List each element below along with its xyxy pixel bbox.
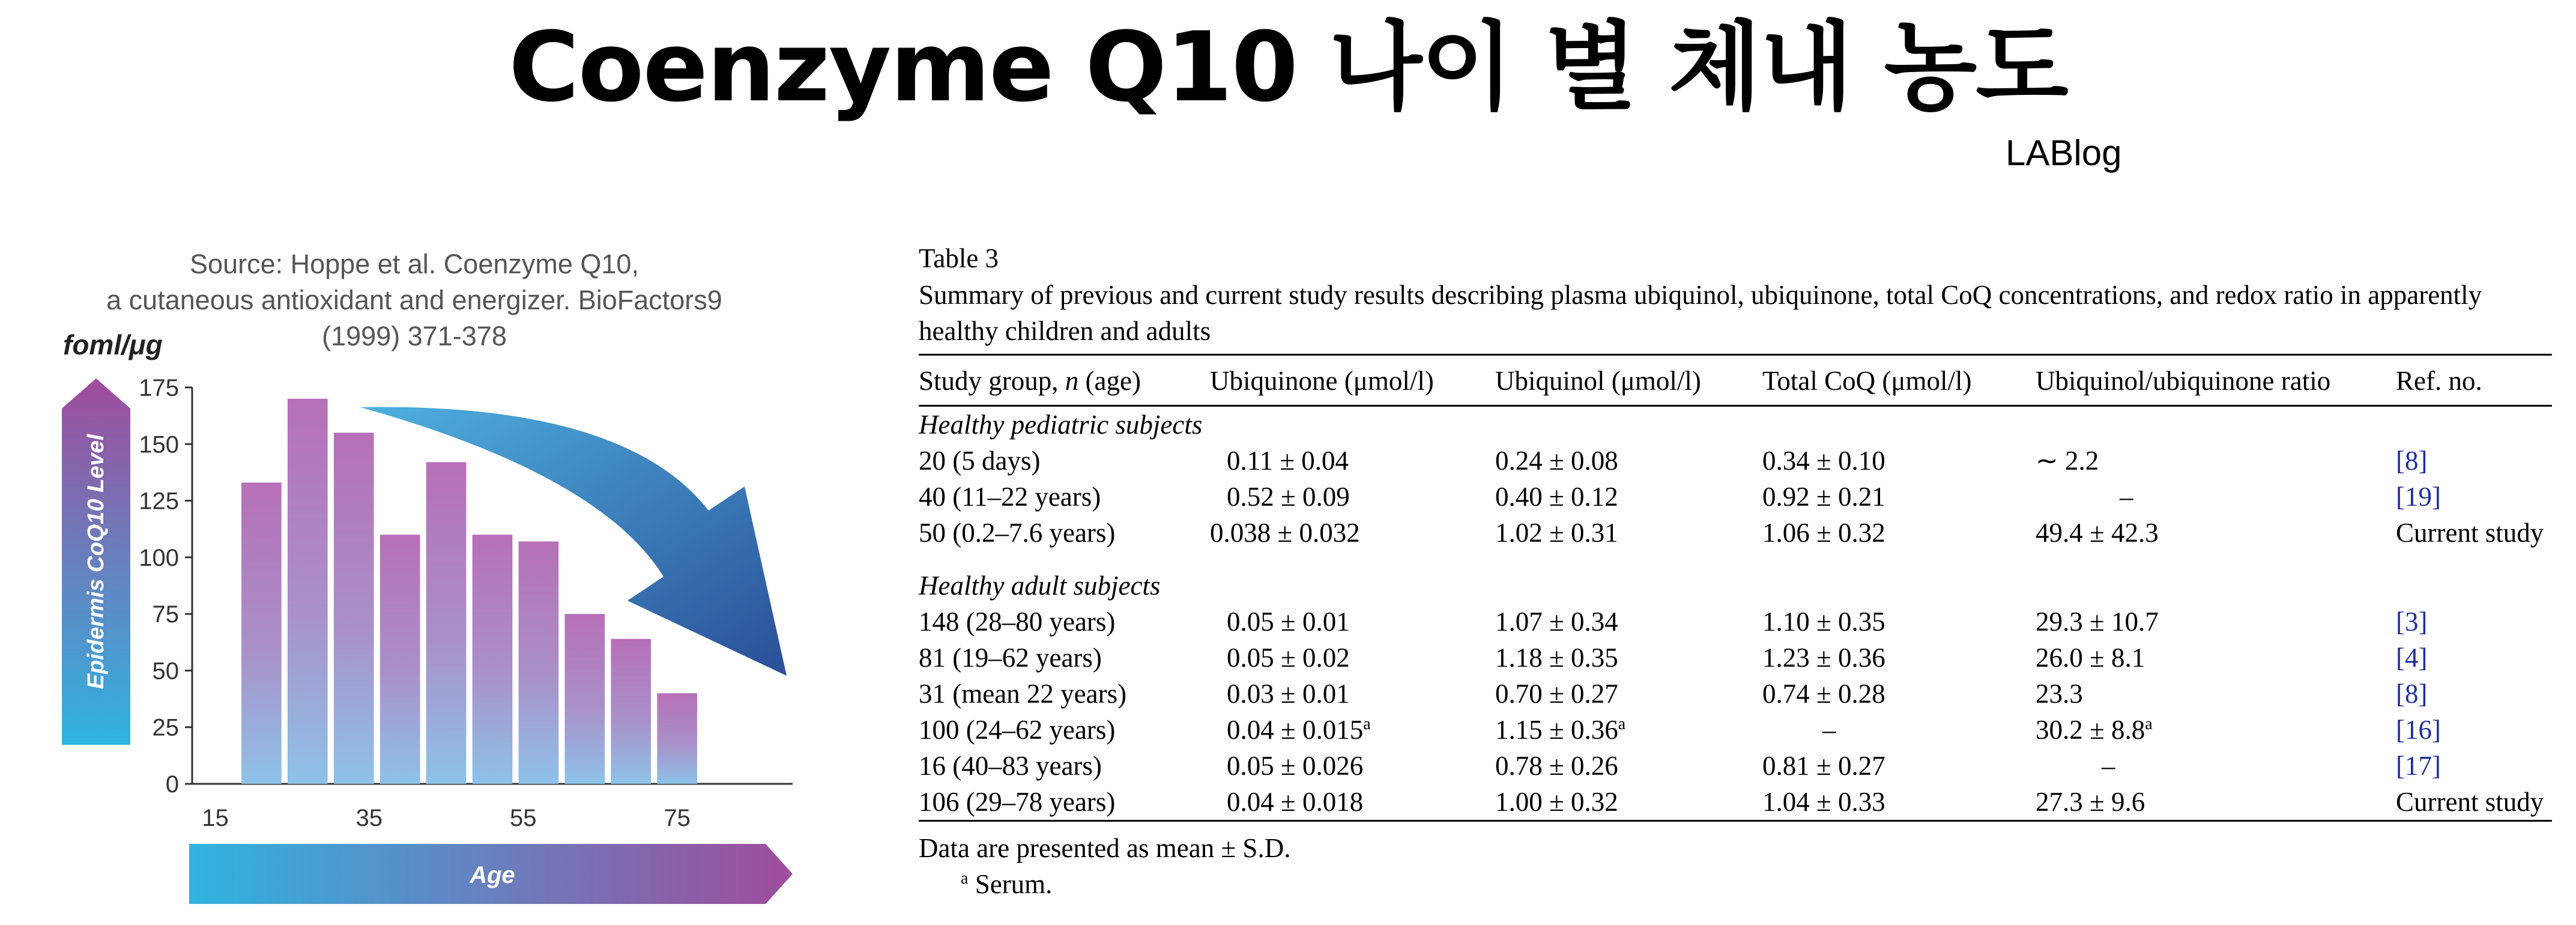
cell-ratio: 29.3 ± 10.7 [2036,607,2159,637]
table-caption: Summary of previous and current study results describing plasma ubiquinol, ubiquinone, total CoQ concentrations, and redox ratio in apparently healthy children and adults [919,280,2482,346]
cell-ubiquinone: 0.11 ± 0.04 [1227,446,1349,476]
cell-ref-link[interactable]: [4] [2396,643,2428,673]
cell-total: 0.34 ± 0.10 [1762,446,1885,476]
y-tick-label-100: 100 [139,544,179,571]
unit-label: foml/μg [63,329,163,360]
y-tick-label-50: 50 [152,658,179,685]
cell-group: 50 (0.2–7.6 years) [919,518,1116,548]
cell-ubiquinone: 0.04 ± 0.015$^a$ [1227,715,1371,745]
cell-ref-link[interactable]: [17] [2396,751,2441,781]
bar-21 [241,482,282,784]
y-axis-label: Epidermis CoQ10 Level [83,434,109,690]
header-total-coq: Total CoQ (μmol/l) [1762,355,2036,406]
table-footnote: $^a$ Serum. [961,869,1053,899]
source-line-2: a cutaneous antioxidant and energizer. BioFactors9 [106,285,722,315]
cell-ref-link[interactable]: [19] [2396,482,2441,512]
bar-27 [288,399,328,784]
x-tick-label-75: 75 [664,805,691,831]
header-ref: Ref. no. [2396,355,2552,406]
cell-ref-link[interactable]: [8] [2396,679,2428,709]
table-row [919,640,2552,676]
bar-33 [334,432,374,784]
cell-ratio: – [2120,482,2133,512]
x-tick-label-55: 55 [510,805,537,831]
bar-57 [519,541,559,784]
chart-panel [0,228,829,925]
cell-total: 1.23 ± 0.36 [1762,643,1885,673]
cell-group: 20 (5 days) [919,446,1041,476]
cell-group: 31 (mean 22 years) [919,679,1127,709]
table-row [919,515,2552,551]
group-label: Healthy pediatric subjects [919,410,1203,440]
cell-group: 40 (11–22 years) [919,482,1101,512]
x-tick-label-15: 15 [202,805,229,831]
cell-ubiquinol: 0.24 ± 0.08 [1495,446,1618,476]
cell-ratio: 30.2 ± 8.8$^a$ [2036,715,2153,745]
age-coq10-chart [0,228,829,925]
cell-ubiquinone: 0.038 ± 0.032 [1210,518,1360,548]
y-tick-label-25: 25 [152,714,179,741]
cell-group: 100 (24–62 years) [919,715,1116,745]
table-row [919,479,2552,515]
cell-ratio: 26.0 ± 8.1 [2036,643,2145,673]
results-table [919,354,2552,822]
table-number: Table 3 [919,243,999,273]
cell-ref-link[interactable]: [3] [2396,607,2428,637]
cell-ref: Current study [2396,784,2552,821]
header-ratio: Ubiquinol/ubiquinone ratio [2036,355,2396,406]
cell-ubiquinone: 0.05 ± 0.01 [1227,607,1350,637]
cell-total: – [1822,715,1836,745]
source-line-3: (1999) 371-378 [322,321,507,351]
cell-ubiquinone: 0.05 ± 0.02 [1227,643,1350,673]
cell-ubiquinol: 0.70 ± 0.27 [1495,679,1618,709]
x-tick-label-35: 35 [355,805,383,831]
cell-ubiquinone: 0.03 ± 0.01 [1227,679,1350,709]
y-tick-label-75: 75 [152,601,179,628]
cell-ubiquinol: 1.07 ± 0.34 [1495,607,1618,637]
cell-ref-link[interactable]: [16] [2396,715,2441,745]
cell-group: 81 (19–62 years) [919,643,1102,673]
cell-group: 106 (29–78 years) [919,784,1210,821]
bar-51 [473,535,513,784]
page-title: Coenzyme Q10 나이 별 체내 농도 [509,11,2067,123]
cell-ubiquinone: 0.05 ± 0.026 [1227,751,1364,781]
header-ubiquinone: Ubiquinone (μmol/l) [1210,355,1495,406]
y-tick-label-150: 150 [139,431,179,458]
bar-45 [426,462,467,784]
cell-total: 0.74 ± 0.28 [1762,679,1885,709]
cell-ubiquinol: 1.00 ± 0.32 [1495,784,1762,821]
table-row [919,604,2552,640]
header-study-group: Study group, n (age) [919,355,1210,406]
group-label: Healthy adult subjects [919,571,1161,601]
cell-ratio: ∼ 2.2 [2036,446,2099,476]
bar-69 [611,639,651,784]
table-row [919,712,2552,748]
x-ticks [202,805,691,831]
table-note: Data are presented as mean ± S.D. [919,833,1291,863]
bar-75 [657,693,697,784]
table-panel [919,240,2558,902]
cell-ratio: 49.4 ± 42.3 [2036,518,2159,548]
cell-ubiquinone: 0.04 ± 0.018 [1210,784,1495,821]
cell-ubiquinone: 0.52 ± 0.09 [1227,482,1350,512]
cell-ref-link[interactable]: [8] [2396,446,2428,476]
group-row-adult [919,568,2552,604]
cell-ref: Current study [2396,518,2544,548]
cell-group: 148 (28–80 years) [919,607,1116,637]
x-axis-label: Age [470,862,515,888]
cell-ubiquinol: 0.40 ± 0.12 [1495,482,1618,512]
cell-group: 16 (40–83 years) [919,751,1102,781]
cell-ratio: 27.3 ± 9.6 [2036,784,2396,821]
table-row [919,748,2552,784]
blog-tag: LABlog [2006,133,2122,173]
cell-total: 0.81 ± 0.27 [1762,751,1885,781]
y-tick-label-175: 175 [139,375,179,401]
cell-total: 1.10 ± 0.35 [1762,607,1885,637]
cell-ubiquinol: 0.78 ± 0.26 [1495,751,1618,781]
y-ticks [139,375,192,798]
table-row [919,443,2552,479]
bar-63 [565,614,605,784]
cell-ratio: 23.3 [2036,679,2083,709]
cell-total: 1.06 ± 0.32 [1762,518,1885,548]
y-tick-label-0: 0 [165,771,179,798]
source-line-1: Source: Hoppe et al. Coenzyme Q10, [190,249,639,279]
header-ubiquinol: Ubiquinol (μmol/l) [1495,355,1762,406]
row-spacer [919,551,2552,568]
bar-39 [380,535,420,784]
cell-ubiquinol: 1.15 ± 0.36$^a$ [1495,715,1626,745]
group-row-pediatric [919,406,2552,443]
cell-ubiquinol: 1.18 ± 0.35 [1495,643,1618,673]
table-row [919,676,2552,712]
cell-ubiquinol: 1.02 ± 0.31 [1495,518,1618,548]
y-tick-label-125: 125 [139,488,179,515]
table-header-row [919,355,2552,406]
cell-ratio: – [2102,751,2115,781]
cell-total: 0.92 ± 0.21 [1762,482,1885,512]
cell-total: 1.04 ± 0.33 [1762,784,2036,821]
table-row [919,784,2552,821]
